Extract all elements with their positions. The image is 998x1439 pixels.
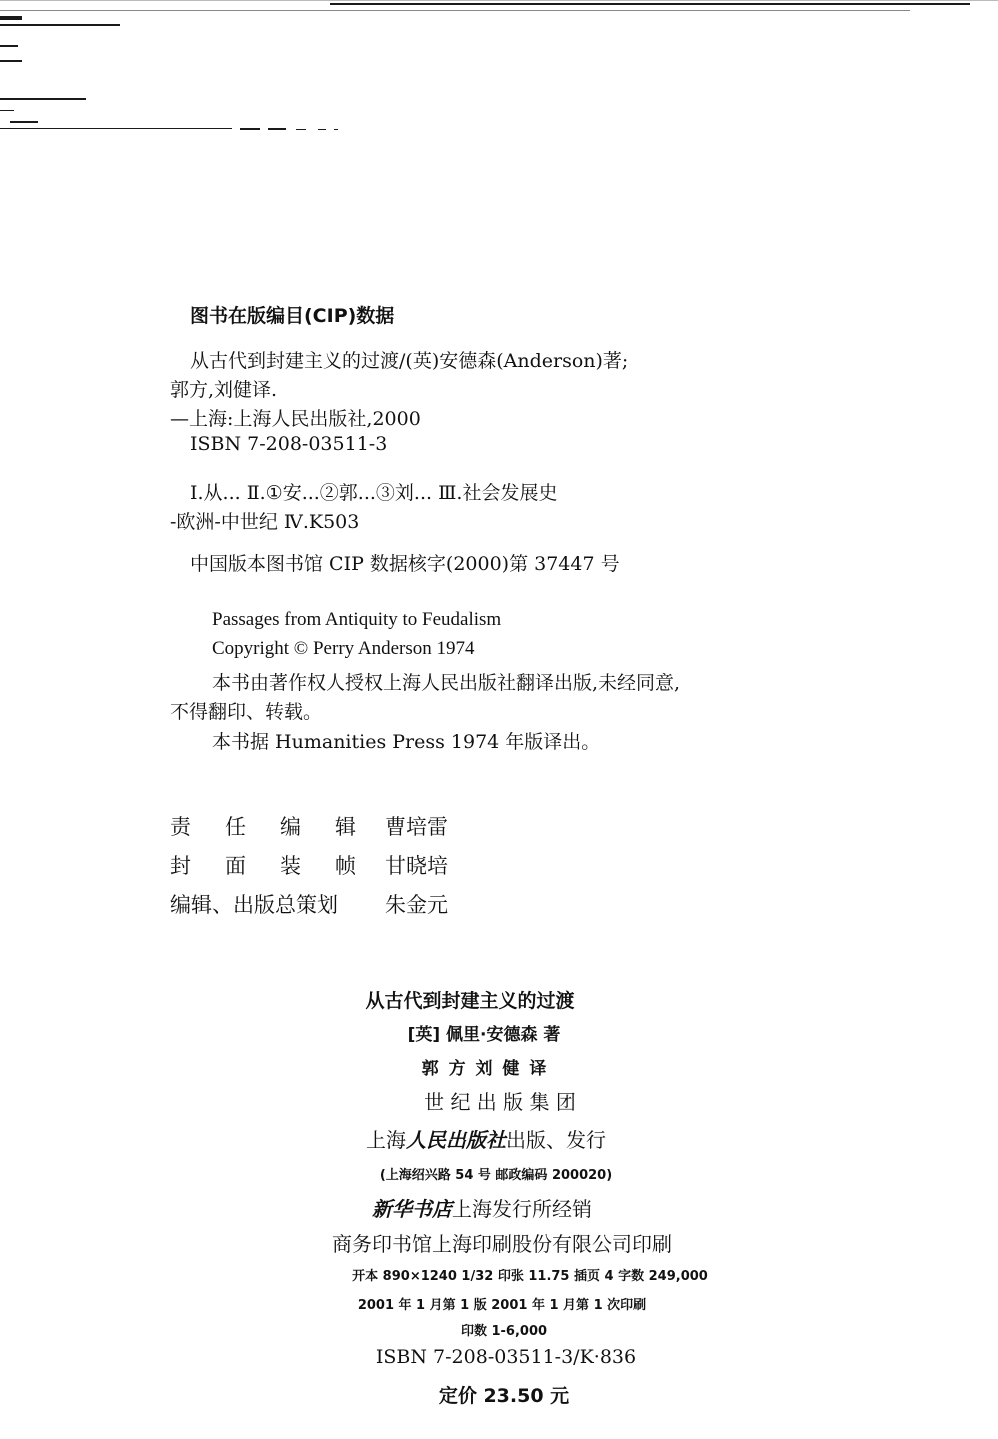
cip-isbn-line: ISBN 7-208-03511-3	[190, 433, 388, 455]
credit-role: 封面装帧	[170, 854, 390, 878]
colophon-translators: 郭 方 刘 健 译	[421, 1059, 547, 1079]
colophon-distributor	[12, 1193, 952, 1222]
distributor-suffix: 上海发行所经销	[452, 1197, 592, 1221]
colophon-edition: 2001 年 1 月第 1 版 2001 年 1 月第 1 次印刷	[357, 1298, 647, 1313]
publisher-prefix: 上海	[366, 1128, 406, 1152]
credit-role: 编辑、出版总策划	[170, 893, 338, 917]
credit-name: 曹培雷	[385, 815, 448, 839]
colophon-group: 世 纪 出 版 集 团	[424, 1090, 576, 1114]
license-line-2: 不得翻印、转载。	[170, 701, 323, 723]
cip-heading: 图书在版编目(CIP)数据	[190, 305, 395, 327]
colophon-print-run: 印数 1-6,000	[460, 1324, 548, 1339]
cip-translators-line: 郭方,刘健译.	[170, 379, 278, 401]
colophon-author: [英] 佩里·安德森 著	[407, 1025, 561, 1045]
source-edition-line: 本书据 Humanities Press 1974 年版译出。	[212, 731, 601, 753]
credit-row-cover	[170, 850, 448, 880]
credit-name: 朱金元	[385, 893, 448, 917]
credit-role: 责任编辑	[170, 815, 390, 839]
credit-name: 甘晓培	[385, 854, 448, 878]
credit-row-editor	[170, 811, 448, 841]
colophon-publisher	[16, 1124, 956, 1153]
colophon-isbn: ISBN 7-208-03511-3/K·836	[375, 1346, 637, 1368]
copyright-line: Copyright © Perry Anderson 1974	[212, 638, 475, 659]
colophon-price: 定价 23.50 元	[438, 1385, 570, 1407]
cip-publisher-line: —上海:上海人民出版社,2000	[170, 408, 421, 430]
credit-row-planner	[170, 889, 448, 919]
cip-subject-line: Ⅰ.从... Ⅱ.①安...②郭...③刘... Ⅲ.社会发展史	[190, 482, 558, 504]
publisher-logotype: 人民出版社	[406, 1128, 506, 1152]
distributor-logotype: 新华书店	[372, 1197, 452, 1221]
colophon-printer: 商务印书馆上海印刷股份有限公司印刷	[332, 1232, 672, 1256]
colophon-address: (上海绍兴路 54 号 邮政编码 200020)	[379, 1168, 613, 1183]
colophon-title: 从古代到封建主义的过渡	[365, 990, 575, 1012]
publisher-suffix: 出版、发行	[506, 1128, 606, 1152]
original-title: Passages from Antiquity to Feudalism	[212, 609, 502, 630]
cip-record-number: 中国版本图书馆 CIP 数据核字(2000)第 37447 号	[190, 553, 620, 575]
license-line-1: 本书由著作权人授权上海人民出版社翻译出版,未经同意,	[212, 672, 681, 694]
cip-title-line: 从古代到封建主义的过渡/(英)安德森(Anderson)著;	[190, 350, 629, 372]
colophon-specs: 开本 890×1240 1/32 印张 11.75 插页 4 字数 249,000	[352, 1269, 708, 1284]
cip-classification-line: -欧洲-中世纪 Ⅳ.K503	[170, 511, 360, 533]
